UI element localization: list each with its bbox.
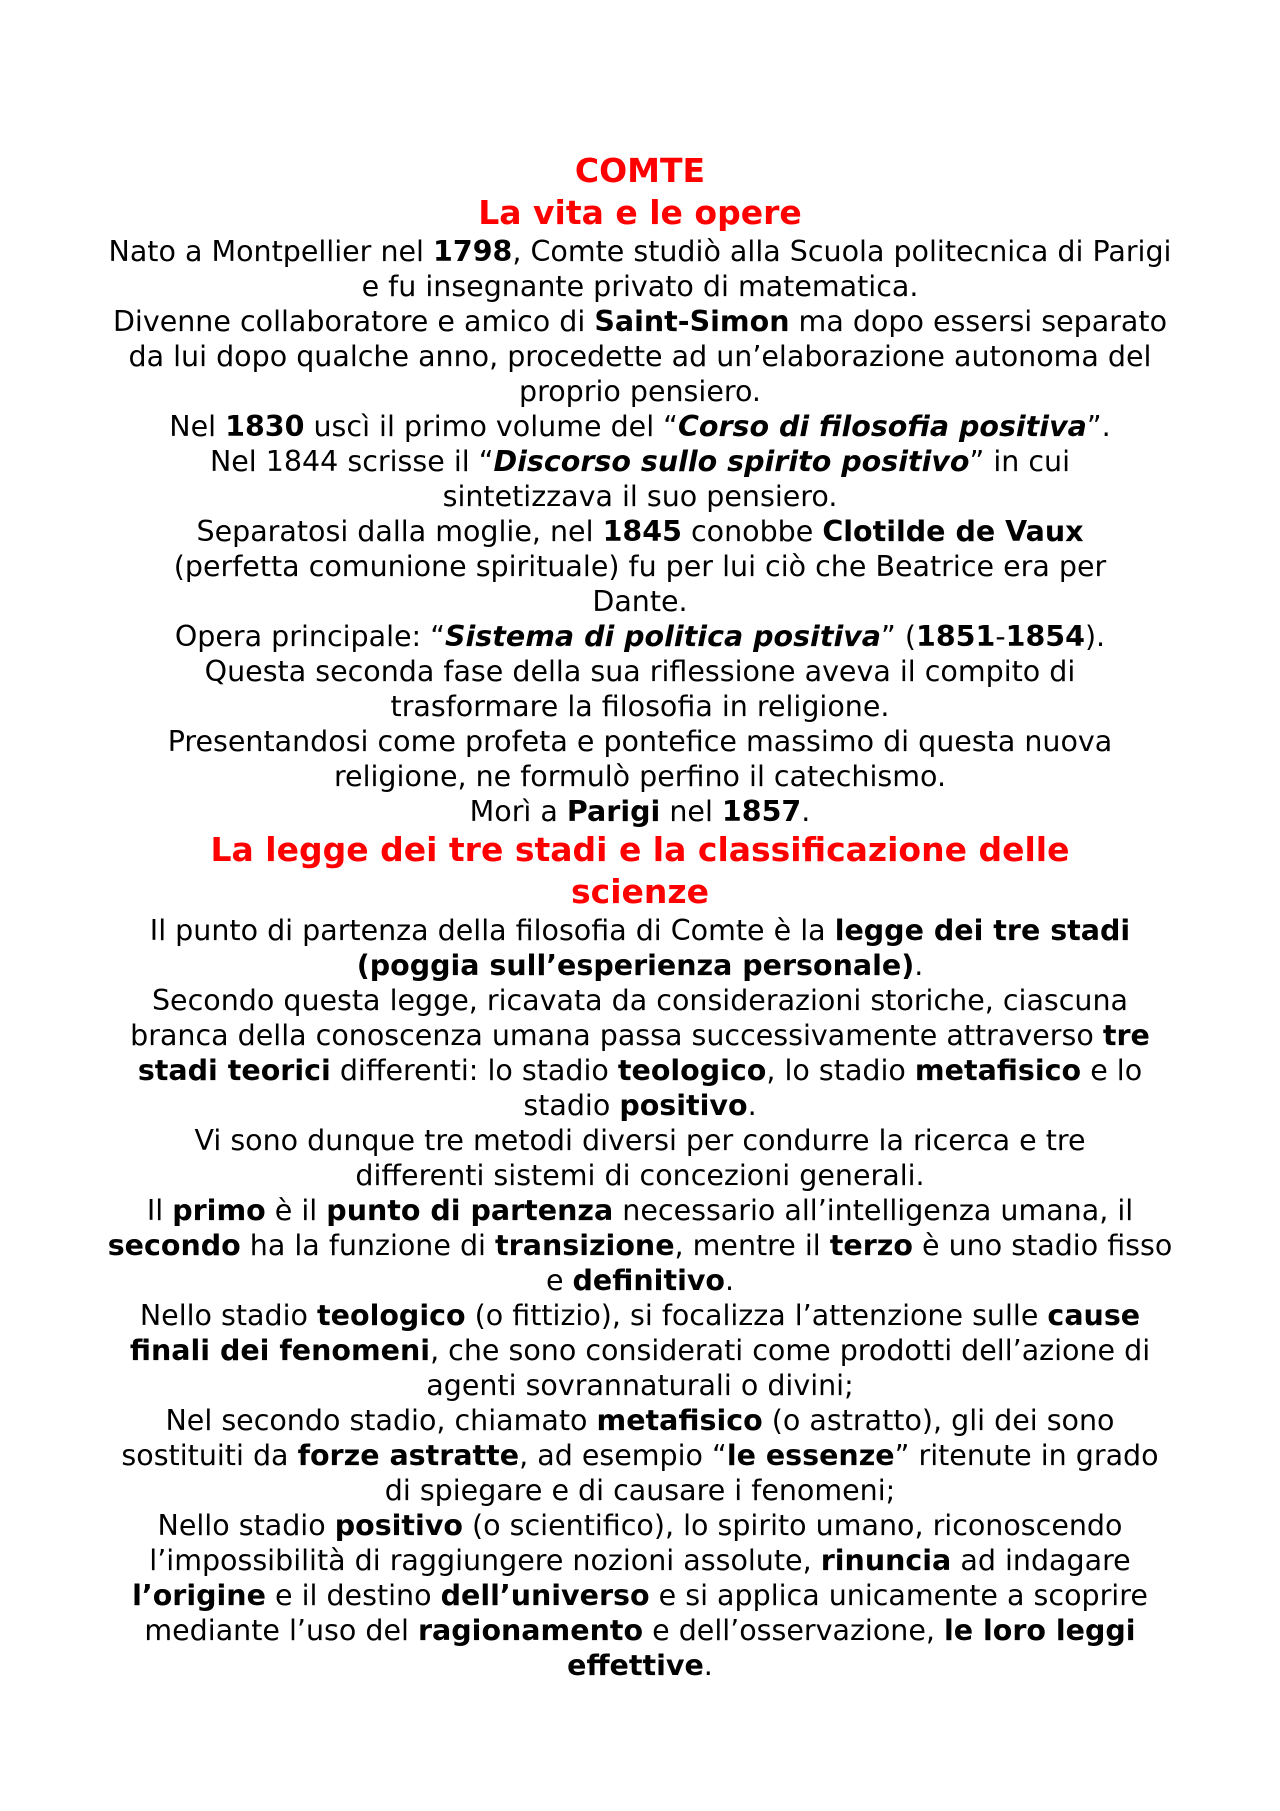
- paragraph: Nel 1844 scrisse il “Discorso sullo spirito positivo” in cui sintetizzava il suo pensiero.: [209, 445, 1071, 513]
- paragraph: Nello stadio teologico (o fittizio), si focalizza l’attenzione sulle cause finali dei fenomeni, che sono considerati come prodotti dell’azione di agenti sovrannaturali o divini;: [129, 1299, 1151, 1402]
- paragraph: Morì a Parigi nel 1857.: [469, 795, 811, 828]
- paragraph: Nato a Montpellier nel 1798, Comte studiò alla Scuola politecnica di Parigi e fu insegnante privato di matematica.: [108, 235, 1172, 303]
- paragraph: Presentandosi come profeta e pontefice massimo di questa nuova religione, ne formulò perfino il catechismo.: [167, 725, 1113, 793]
- doc-title: COMTE: [574, 151, 706, 190]
- paragraph: Questa seconda fase della sua riflessione aveva il compito di trasformare la filosofia in religione.: [204, 655, 1076, 723]
- section-heading-life: La vita e le opere: [478, 193, 802, 232]
- paragraph: Vi sono dunque tre metodi diversi per condurre la ricerca e tre differenti sistemi di concezioni generali.: [194, 1124, 1086, 1192]
- paragraph: Secondo questa legge, ricavata da considerazioni storiche, ciascuna branca della conoscenza umana passa successivamente attraverso tre stadi teorici differenti: lo stadio teologico, lo stadio metafisico e lo stadio positivo.: [130, 984, 1150, 1122]
- document-page: [90, 150, 1190, 1683]
- paragraph: Il punto di partenza della filosofia di Comte è la legge dei tre stadi (poggia sull’esperienza personale).: [149, 914, 1131, 982]
- section-heading-law: La legge dei tre stadi e la classificazione delle scienze: [210, 830, 1070, 911]
- paragraph: Nel 1830 uscì il primo volume del “Corso di filosofia positiva”.: [169, 410, 1111, 443]
- paragraph: Il primo è il punto di partenza necessario all’intelligenza umana, il secondo ha la funzione di transizione, mentre il terzo è uno stadio fisso e definitivo.: [107, 1194, 1173, 1297]
- paragraph: Separatosi dalla moglie, nel 1845 conobbe Clotilde de Vaux (perfetta comunione spirituale) fu per lui ciò che Beatrice era per Dante.: [173, 515, 1107, 618]
- paragraph: Nel secondo stadio, chiamato metafisico (o astratto), gli dei sono sostituiti da forze astratte, ad esempio “le essenze” ritenute in grado di spiegare e di causare i fenomeni;: [121, 1404, 1159, 1507]
- paragraph: Nello stadio positivo (o scientifico), lo spirito umano, riconoscendo l’impossibilità di raggiungere nozioni assolute, rinuncia ad indagare l’origine e il destino dell’universo e si applica unicamente a scoprire mediante l’uso del ragionamento e dell’osservazione, le loro leggi effettive.: [132, 1509, 1148, 1682]
- paragraph: Opera principale: “Sistema di politica positiva” (1851-1854).: [174, 620, 1106, 653]
- paragraph: Divenne collaboratore e amico di Saint-Simon ma dopo essersi separato da lui dopo qualche anno, procedette ad un’elaborazione autonoma del proprio pensiero.: [112, 305, 1167, 408]
